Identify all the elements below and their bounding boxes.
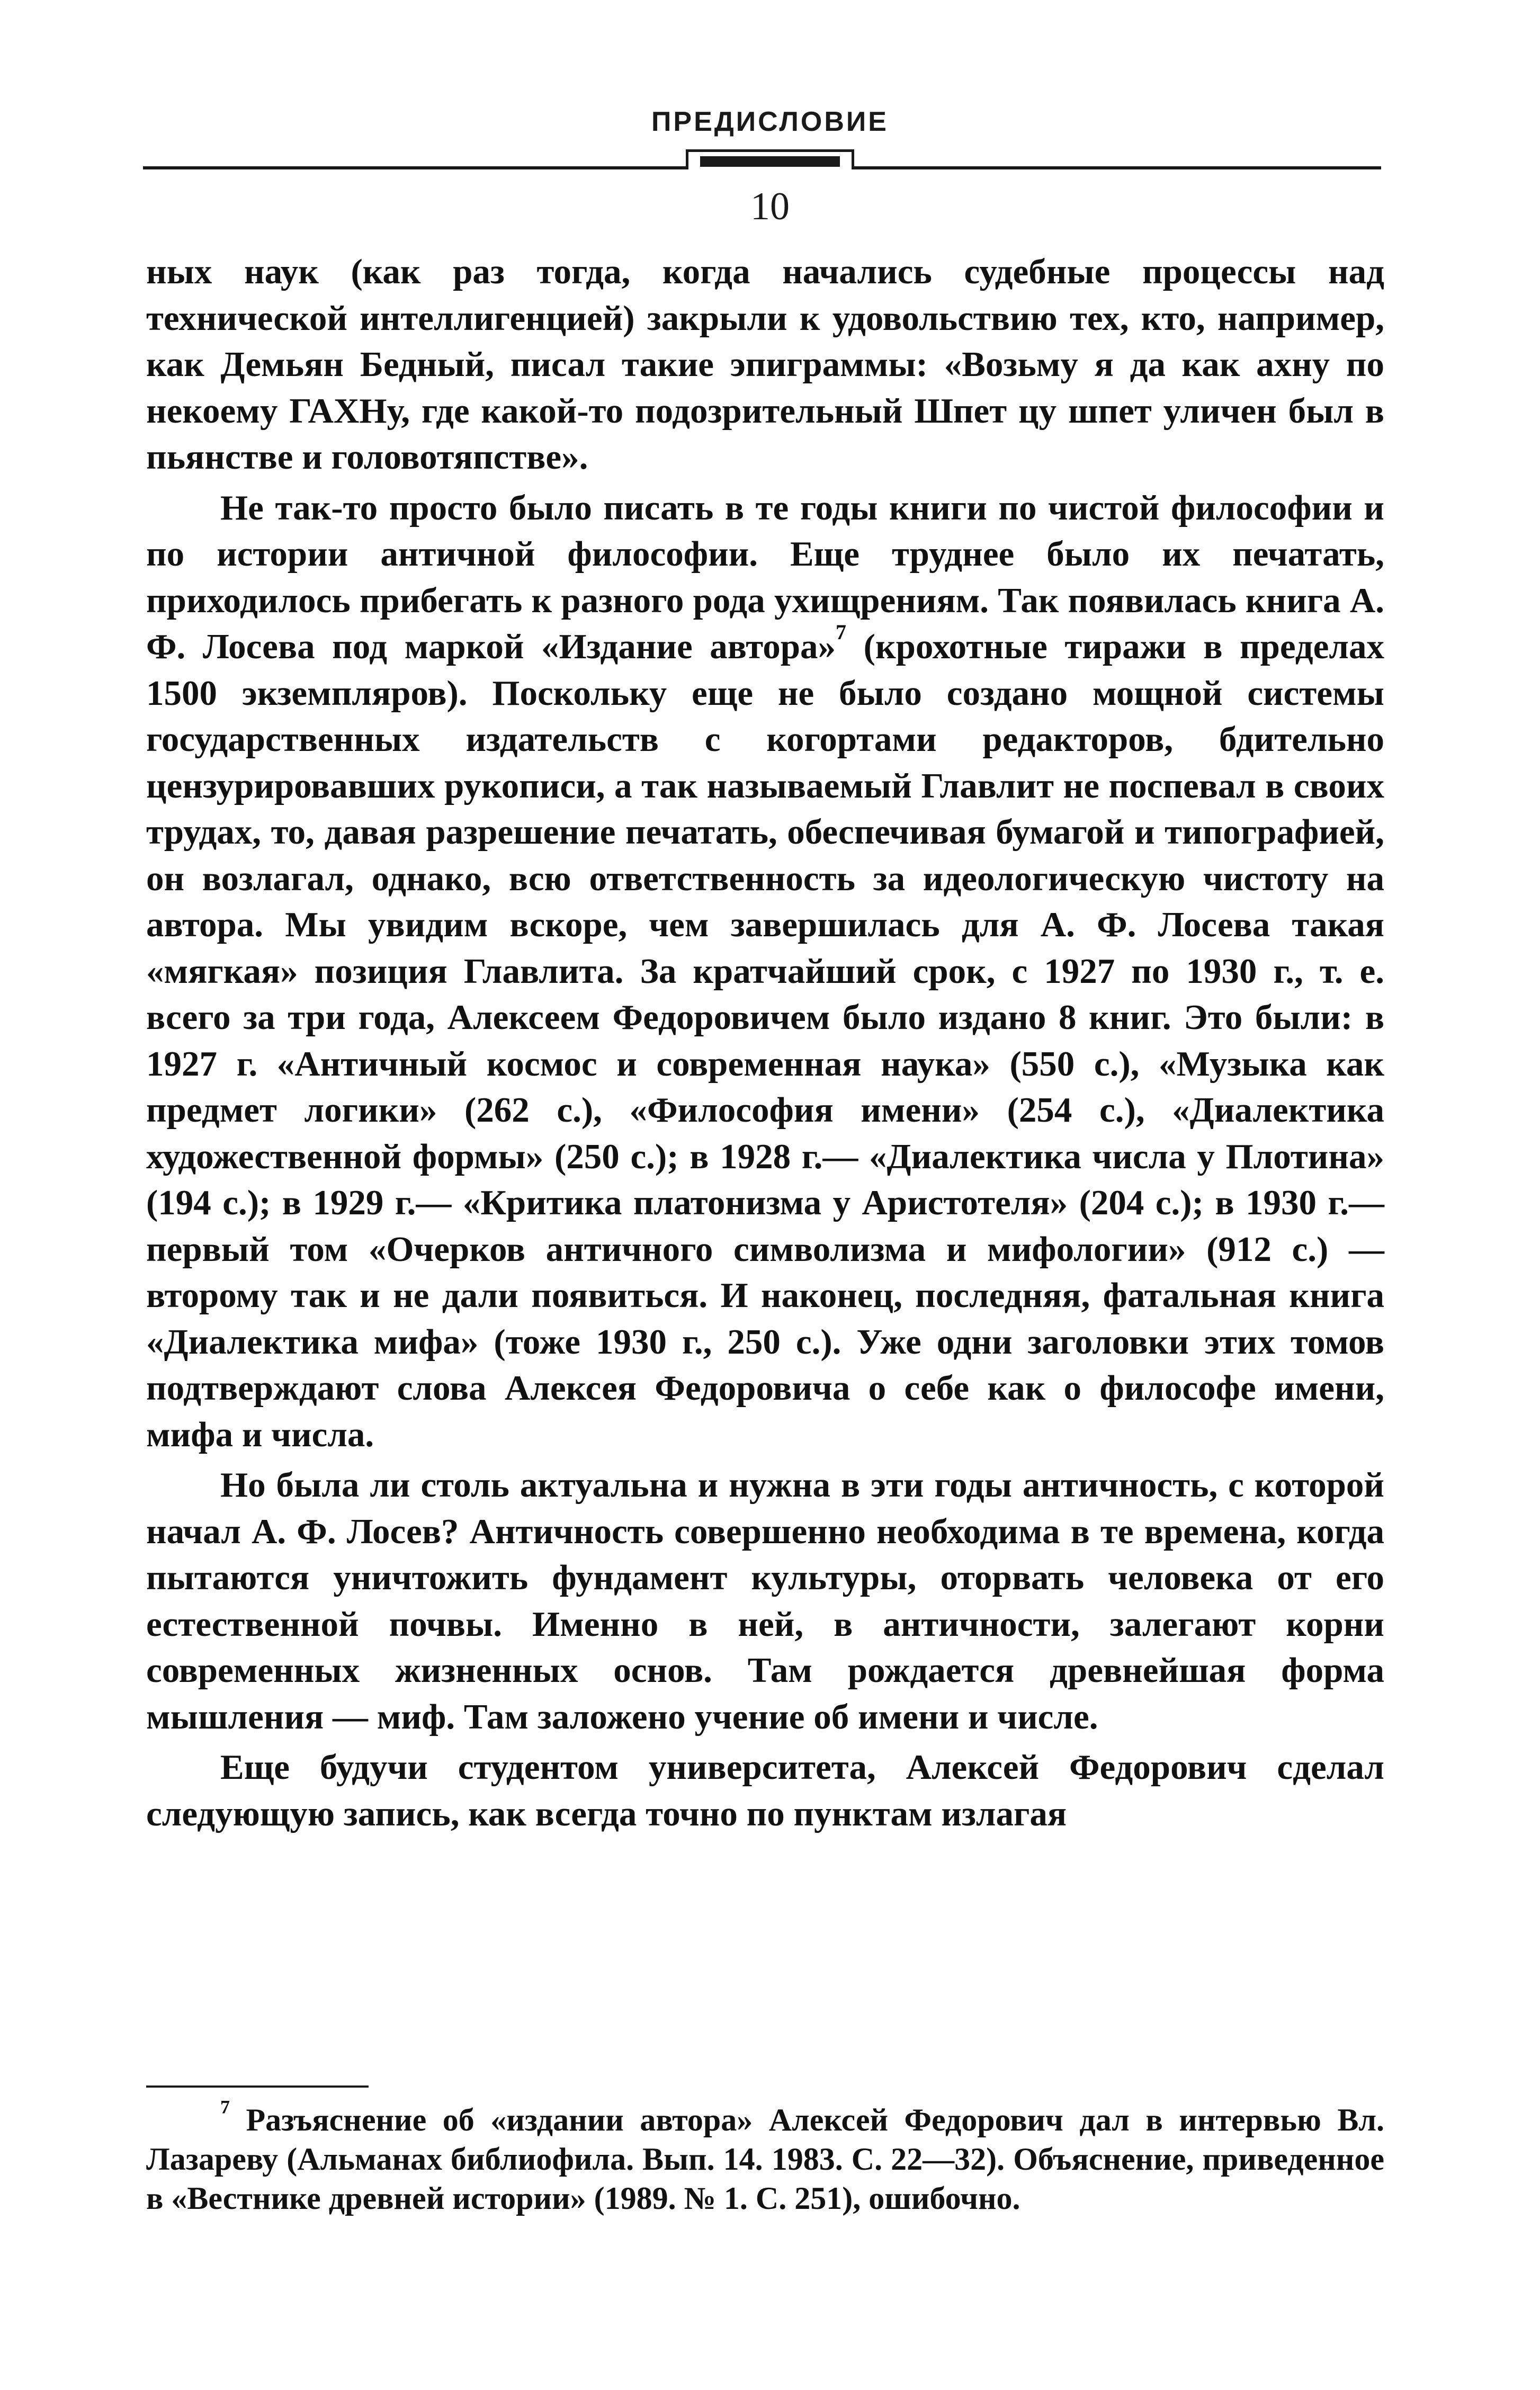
paragraph-text: (крохотные тиражи в пределах 1500 экземпляров). Поскольку еще не было создано мощной системы государственных издательств с когортами редакторов, бдительно цензурировавших рукописи, а так называемый Главлит не поспевал в своих трудах, то, давая разрешение печатать, обеспечивая бумагой и типографией, он возлагал, однако, всю ответственность за идеологическую чистоту на автора. Мы увидим вскоре, чем завершилась для А. Ф. Лосева такая «мягкая» позиция Главлита. За кратчайший срок, с 1927 по 1930 г., т. е. всего за три года, Алексеем Федоровичем было издано 8 книг. Это были: в 1927 г. «Античный космос и современная наука» (550 с.), «Музыка как предмет логики» (262 с.), «Философия имени» (254 с.), «Диалектика художественной формы» (250 с.); в 1928 г.— «Диалектика числа у Плотина» (194 с.); в 1929 г.— «Критика платонизма у Аристотеля» (204 с.); в 1930 г.— первый том «Очерков античного символизма и мифологии» (912 с.) — второму так и не дали появиться. И наконец, последняя, фатальная книга «Диалектика мифа» (тоже 1930 г., 250 с.). Уже одни заголовки этих томов подтверждают слова Алексея Федоровича о себе как о философе имени, мифа и числа. — [146, 627, 1384, 1454]
page-number: 10 — [750, 185, 790, 228]
footnote — [146, 2096, 1384, 2218]
footnote-separator — [146, 2085, 369, 2088]
header-ornament — [686, 149, 854, 169]
paragraph: Еще будучи студентом университета, Алексей Федорович сделал следующую запись, как всегда точно по пунктам излагая — [146, 1748, 1384, 1833]
running-title: ПРЕДИСЛОВИЕ — [651, 106, 889, 137]
footnote-reference[interactable]: 7 — [836, 620, 847, 644]
paragraph: ных наук (как раз тогда, когда начались судебные процессы над технической интеллигенцией) закрыли к удовольствию тех, кто, например, как Демьян Бедный, писал такие эпиграммы: «Возьму я да как ахну по некоему ГАХНу, где какой-то подозрительный Шпет цу шпет уличен был в пьянстве и головотяпстве». — [146, 252, 1384, 477]
paragraph — [146, 485, 1384, 1458]
footnote-text: Разъяснение об «издании автора» Алексей Федорович дал в интервью Вл. Лазареву (Альманах библиофила. Вып. 14. 1983. С. 22—32). Объяснение, приведенное в «Вестнике древней истории» (1989. № 1. С. 251), ошибочно. — [146, 2102, 1384, 2216]
paragraph-text: Не так-то просто было писать в те годы книги по чистой философии и по истории античной философии. Еще труднее было их печатать, приходилось прибегать к разного рода ухищрениям. Так появилась книга А. Ф. Лосева под маркой «Издание автора» — [146, 488, 1384, 666]
paragraph: Но была ли столь актуальна и нужна в эти годы античность, с которой начал А. Ф. Лосев? Античность совершенно необходима в те времена, когда пытаются уничтожить фундамент культуры, оторвать человека от его естественной почвы. Именно в ней, в античности, залегают корни современных жизненных основ. Там рождается древнейшая форма мышления — миф. Там заложено учение об имени и числе. — [146, 1465, 1384, 1736]
footnote-marker: 7 — [220, 2096, 230, 2118]
footnotes — [146, 2096, 1384, 2218]
main-text — [146, 249, 1384, 1841]
